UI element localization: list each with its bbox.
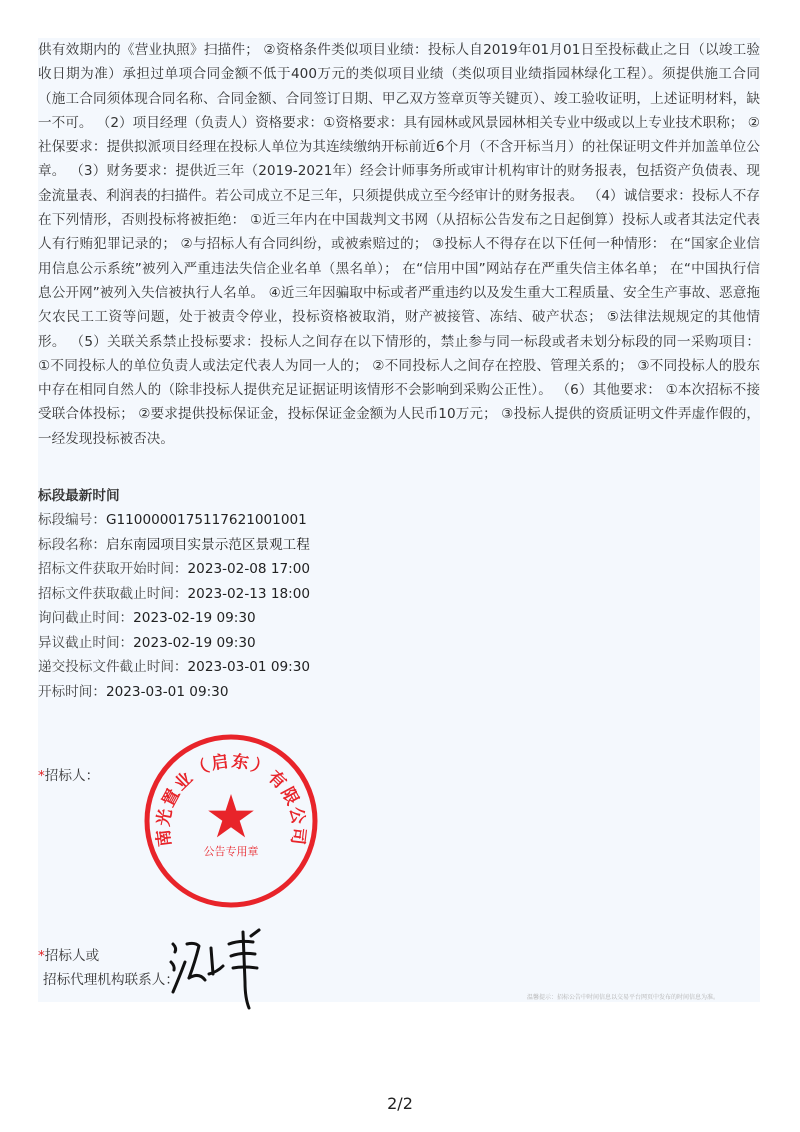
company-seal [141,731,321,911]
field-section-name [38,533,310,558]
contact-label-line2: 招标代理机构联系人： [43,972,179,988]
field-opening-time [38,680,310,705]
field-value: 启东南园项目实景示范区景观工程 [105,536,310,553]
required-mark: * [38,948,45,964]
contact-row [38,944,179,992]
field-doc-start-time [38,557,310,582]
bid-section-fields [38,508,310,704]
field-section-number [38,508,310,533]
handwritten-signature [165,922,275,1012]
field-label: 开标时间： [38,683,106,700]
qualification-requirements-text: 供有效期内的《营业执照》扫描件； ②资格条件类似项目业绩：投标人自2019年01月01日至投标截止之日（以竣工验收日期为准）承担过单项合同金额不低于400万元的类似项目业绩（类似项目业绩指园林绿化工程）。须提供施工合同（施工合同须体现合同名称、合同金额、合同签订日期、甲乙双方签章页等关键页）、竣工验收证明，上述证明材料，缺一不可。 （2）项目经理（负责人）资格要求：①资格要求：具有园林或风景园林相关专业中级或以上专业技术职称； ②社保要求：提供拟派项目经理在投标人单位为其连续缴纳开标前近6个月（不含开标当月）的社保证明文件并加盖单位公章。 （3）财务要求：提供近三年（2019-2021年）经会计师事务所或审计机构审计的财务报表，包括资产负债表、现金流量表、利润表的扫描件。若公司成立不足三年，只须提供成立至今经审计的财务报表。 （4）诚信要求：投标人不存在下列情形，否则投标将被拒绝： ①近三年内在中国裁判文书网（从招标公告发布之日起倒算）投标人或者其法定代表人有行贿犯罪记录的； ②与招标人有合同纠纷，或被索赔过的； ③投标人不得存在以下任何一种情形： 在“国家企业信用信息公示系统”被列入严重违法失信企业名单（黑名单）； 在“信用中国”网站存在严重失信主体名单； 在“中国执行信息公开网”被列入失信被执行人名单。 ④近三年因骗取中标或者严重违约以及发生重大工程质量、安全生产事故、恶意拖欠农民工工资等问题，处于被责令停业，投标资格被取消，财产被接管、冻结、破产状态； ⑤法律法规规定的其他情形。 （5）关联关系禁止投标要求：投标人之间存在以下情形的，禁止参与同一标段或者未划分标段的同一采购项目： ①不同投标人的单位负责人或法定代表人为同一人的； ②不同投标人之间存在控股、管理关系的； ③不同投标人的股东中存在相同自然人的（除非投标人提供充足证据证明该情形不会影响到采购公正性）。 （6）其他要求： ①本次招标不接受联合体投标； ②要求提供投标保证金，投标保证金金额为人民币10万元； ③投标人提供的资质证明文件弄虚作假的，一经发现投标被否决。 [38,42,760,447]
field-value: 2023-03-01 09:30 [105,683,229,700]
field-label: 标段编号： [38,512,106,528]
required-mark: * [38,768,45,784]
tenderer-label: 招标人： [44,768,100,784]
field-label: 询问截止时间： [38,610,134,626]
field-value: 2023-02-19 09:30 [133,610,256,626]
field-label: 招标文件获取截止时间： [38,585,188,602]
field-label: 招标文件获取开始时间： [38,561,188,577]
field-submission-deadline [38,655,310,680]
contact-label-line1: 招标人或 [44,948,100,964]
field-inquiry-deadline [38,606,310,631]
field-value: 2023-02-19 09:30 [133,634,256,651]
field-value: 2023-03-01 09:30 [187,659,311,675]
seal-caption: 公告专用章 [203,845,259,858]
field-label: 标段名称： [38,536,106,553]
field-label: 递交投标文件截止时间： [38,659,188,675]
field-label: 异议截止时间： [38,634,134,651]
page-number: 2/2 [387,1094,413,1113]
field-doc-end-time [38,582,310,607]
field-objection-deadline [38,631,310,656]
notice-text: 温馨提示：招标公告中时间信息以交易平台网页中发布的时间信息为准。 [527,994,720,1001]
tenderer-row [38,764,99,784]
field-value: G1100000175117621001001 [105,512,307,528]
section-title: 标段最新时间 [38,488,120,504]
seal-company-text: 南光置业（启东）有限公司 [153,751,309,848]
field-value: 2023-02-13 18:00 [187,585,311,602]
seal-star-icon [208,794,254,837]
field-value: 2023-02-08 17:00 [187,561,311,577]
